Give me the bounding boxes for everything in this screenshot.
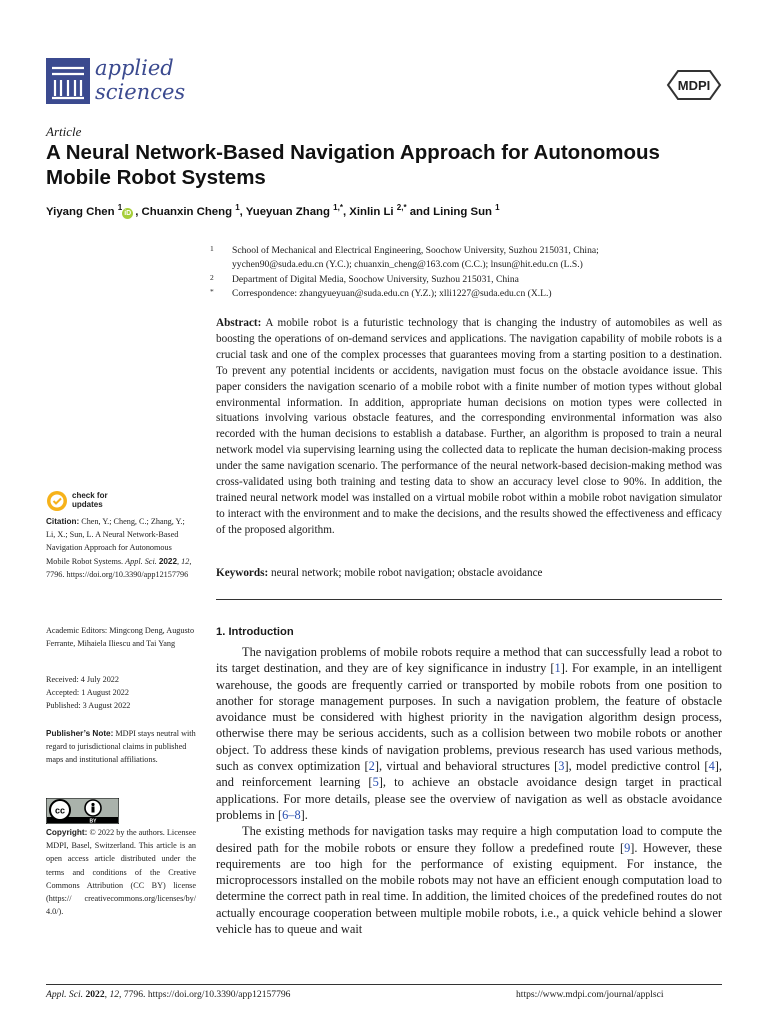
citation-link[interactable]: 6–8 xyxy=(282,807,301,822)
affiliation-line: School of Mechanical and Electrical Engineering, Soochow University, Suzhou 215031, China; xyxy=(232,245,599,256)
check-for-updates-line1: check for xyxy=(72,491,108,500)
affiliation-item xyxy=(210,244,730,273)
text-run: ], and reinforcement learning [ xyxy=(216,759,722,790)
citation-link[interactable]: 9 xyxy=(624,840,631,855)
editors-text: Mingcong Deng, Augusto Ferrante, Mihaiela Iliescu and Tai Yang xyxy=(46,626,195,649)
author-separator: , xyxy=(239,205,246,218)
author-name[interactable]: Chuanxin Cheng xyxy=(141,205,233,218)
abstract xyxy=(216,316,722,539)
keywords xyxy=(216,567,722,579)
journal-name-line1: applied xyxy=(95,56,174,80)
journal-name xyxy=(95,56,185,104)
journal-logo-icon xyxy=(46,58,90,104)
accepted-date: Accepted: 1 August 2022 xyxy=(46,688,129,698)
author-separator: , xyxy=(135,205,142,218)
affiliation-mark: 2 xyxy=(210,272,214,282)
author-affil-mark: 2,* xyxy=(396,203,407,212)
cc-by-text: BY xyxy=(89,818,97,824)
citation-year: 2022 xyxy=(158,556,178,566)
editors-label: Academic Editors: xyxy=(46,626,108,635)
citation-block: Citation: Chen, Y.; Cheng, C.; Zhang, Y.; Li, X.; Sun, L. A Neural Network-Based Navigation Approach for Autonomous Mobile Robot Systems. Appl. Sci. 2022, 12, 7796. https://doi.org/10.3390/app12157796 xyxy=(46,517,192,579)
cc-by-license-badge[interactable] xyxy=(46,798,119,824)
check-for-updates-icon xyxy=(46,490,68,512)
author-affil-mark: 1 xyxy=(235,203,240,212)
footer-journal: Appl. Sci. xyxy=(46,989,84,1000)
published-date: Published: 3 August 2022 xyxy=(46,701,131,711)
publisher-note xyxy=(46,727,196,767)
paragraph xyxy=(216,823,722,937)
text-run: ], to achieve an obstacle avoidance design target in practical applications. For more details, please see the overview of navigation as well as obstacle avoidance problems in [ xyxy=(216,775,722,822)
orcid-icon[interactable]: iD xyxy=(124,209,132,217)
svg-text:cc: cc xyxy=(54,805,66,816)
author-name[interactable]: Yueyuan Zhang xyxy=(245,205,330,218)
author-name[interactable]: Yiyang Chen xyxy=(46,205,115,218)
citation-link[interactable]: 1 xyxy=(554,661,561,676)
citation-link[interactable]: 3 xyxy=(558,759,565,774)
citation-doi[interactable]: 7796. https://doi.org/10.3390/app12157796 xyxy=(46,569,189,579)
author-name[interactable]: Xinlin Li xyxy=(349,205,394,218)
check-for-updates-line2: updates xyxy=(72,500,103,509)
section-heading: 1. Introduction xyxy=(216,626,294,638)
correspondence xyxy=(210,287,730,301)
footer-volume: 12 xyxy=(109,989,120,1000)
citation-link[interactable]: 2 xyxy=(368,759,375,774)
text-run: ]. xyxy=(300,807,308,822)
author-list xyxy=(46,203,500,219)
journal-name-line2: sciences xyxy=(95,80,186,104)
author-name[interactable]: Lining Sun xyxy=(433,205,492,218)
text-run: ]. For example, in an intelligent warehouse, the goods are frequently carried or transported by mobile robots from one position to another for storage management purposes. In such a navigation problem, the feature of obstacle avoidance must be considered with highest priority in the navigation algorithm design process, otherwise there may be serious accidents, such as a collision between two mobile robots or another object. To address these kinds of navigation problems, previous research has used various methods, such as convex optimization [ xyxy=(216,661,722,774)
copyright-text: © 2022 by the authors. Licensee MDPI, Basel, Switzerland. This article is an open access article distributed under the terms and conditions of the Creative Commons Attribution (CC BY) license (https:// creativecommons.org/licenses/by/ 4.0/). xyxy=(46,828,197,917)
author-affil-mark: 1,* xyxy=(333,203,343,212)
article-type: Article xyxy=(46,124,82,139)
author-separator: and xyxy=(406,205,434,218)
affiliation-item xyxy=(210,273,730,287)
affiliations xyxy=(210,244,730,301)
academic-editors xyxy=(46,624,196,650)
check-for-updates-label xyxy=(72,491,108,509)
citation-volume: 12 xyxy=(181,556,190,566)
abstract-text: A mobile robot is a futuristic technology that is changing the industry of automobiles as well as boosting the operations of on-demand services and applications. The navigation capability of mobile robots is a crucial task and one of the complex processes that guarantees moving from a starting position to a destination. To prevent any potential incidents or accidents, navigation must focus on the obstacle avoidance issue. This paper considers the navigation scenario of a mobile robot with a finite number of motion types without global environmental information. In addition, appropriate human decisions on motion types were collected in situations involving various obstacle features, and the corresponding environmental information was also recorded with the human decisions to establish a database. Further, an algorithm is proposed to train a neural network model via supervising learning using the collected data to replicate the human decision-making process under the same navigation scenario. The performance of the neural network-based decision-making method was cross-validated using both training and testing data to show an accuracy level close to 90%. In addition, the trained neural network model was installed on a virtual mobile robot within a mobile robot navigation simulator to interact with the environment and to make the decisions, and the results showed the effectiveness and efficacy of the proposed algorithm. xyxy=(216,317,722,536)
affiliation-mark: * xyxy=(210,286,214,296)
text-run: The existing methods for navigation tasks may require a high computation load to compute the desired path for the mobile robots or ensure they follow a predefined route [ xyxy=(216,824,722,855)
copyright-block xyxy=(46,826,196,918)
footer-divider xyxy=(46,984,722,985)
correspondence-line: Correspondence: zhangyueyuan@suda.edu.cn (Y.Z.); xlli1227@suda.edu.cn (X.L.) xyxy=(232,287,552,299)
copyright-label: Copyright: xyxy=(46,828,88,837)
citation-label: Citation: xyxy=(46,517,80,526)
check-for-updates[interactable] xyxy=(46,490,108,517)
affiliation-mark: 1 xyxy=(210,244,214,253)
keywords-text: neural network; mobile robot navigation; obstacle avoidance xyxy=(271,567,543,579)
citation-link[interactable]: 5 xyxy=(372,775,379,790)
footer-year: 2022 xyxy=(85,989,105,1000)
author-affil-mark: 1 xyxy=(117,203,123,212)
text-run: ]. However, these requirements are too high for the performance of existing equipment. For instance, the microprocessors installed on the mobile robots may not have an efficient enough computation load to determine the correct path in real time. In addition, the limited choices of the predefined routes do not actually encourage cooperation between multiple mobile robots, i.e., a quick vehicle behind a slower vehicle has to queue and wait xyxy=(216,840,722,937)
article-title: A Neural Network-Based Navigation Approach for Autonomous Mobile Robot Systems xyxy=(46,141,660,189)
received-date: Received: 4 July 2022 xyxy=(46,675,119,684)
citation-journal: Appl. Sci. xyxy=(125,556,157,566)
text-run: The navigation problems of mobile robots require a method that can successfully lead a robot to its target destination, and they are of key significance in industry [ xyxy=(216,645,722,676)
keywords-label: Keywords: xyxy=(216,567,269,579)
publisher-note-label: Publisher’s Note: xyxy=(46,729,114,738)
paragraph xyxy=(216,644,722,823)
footer-journal-url[interactable]: https://www.mdpi.com/journal/applsci xyxy=(516,989,664,1000)
publication-dates xyxy=(46,673,196,713)
footer-doi[interactable]: 7796. https://doi.org/10.3390/app12157796 xyxy=(123,989,291,1000)
publisher-note-text: MDPI stays neutral with regard to jurisdictional claims in published maps and institutional affiliations. xyxy=(46,729,196,765)
affiliation-line: Department of Digital Media, Soochow University, Suzhou 215031, China xyxy=(232,273,519,285)
mdpi-logo-text: MDPI xyxy=(677,78,711,93)
text-run: ], model predictive control [ xyxy=(564,759,709,774)
text-run: ], virtual and behavioral structures [ xyxy=(374,759,559,774)
citation-text: Chen, Y.; Cheng, C.; Zhang, Y.; Li, X.; Sun, L. A Neural Network-Based Navigation Approach for Autonomous Mobile Robot Systems. xyxy=(46,517,185,566)
body-text xyxy=(216,644,722,937)
mdpi-logo xyxy=(666,68,722,102)
section-divider xyxy=(216,599,722,600)
author-affil-mark: 1 xyxy=(495,203,500,212)
author-separator: , xyxy=(342,205,350,218)
affiliation-emails: yychen90@suda.edu.cn (Y.C.); chuanxin_cheng@163.com (C.C.); lnsun@hit.edu.cn (L.S.) xyxy=(232,259,583,271)
citation-link[interactable]: 4 xyxy=(708,759,715,774)
abstract-label: Abstract: xyxy=(216,317,262,329)
footer-citation: Appl. Sci. 2022, 12, 7796. https://doi.org/10.3390/app12157796 xyxy=(46,989,291,1000)
